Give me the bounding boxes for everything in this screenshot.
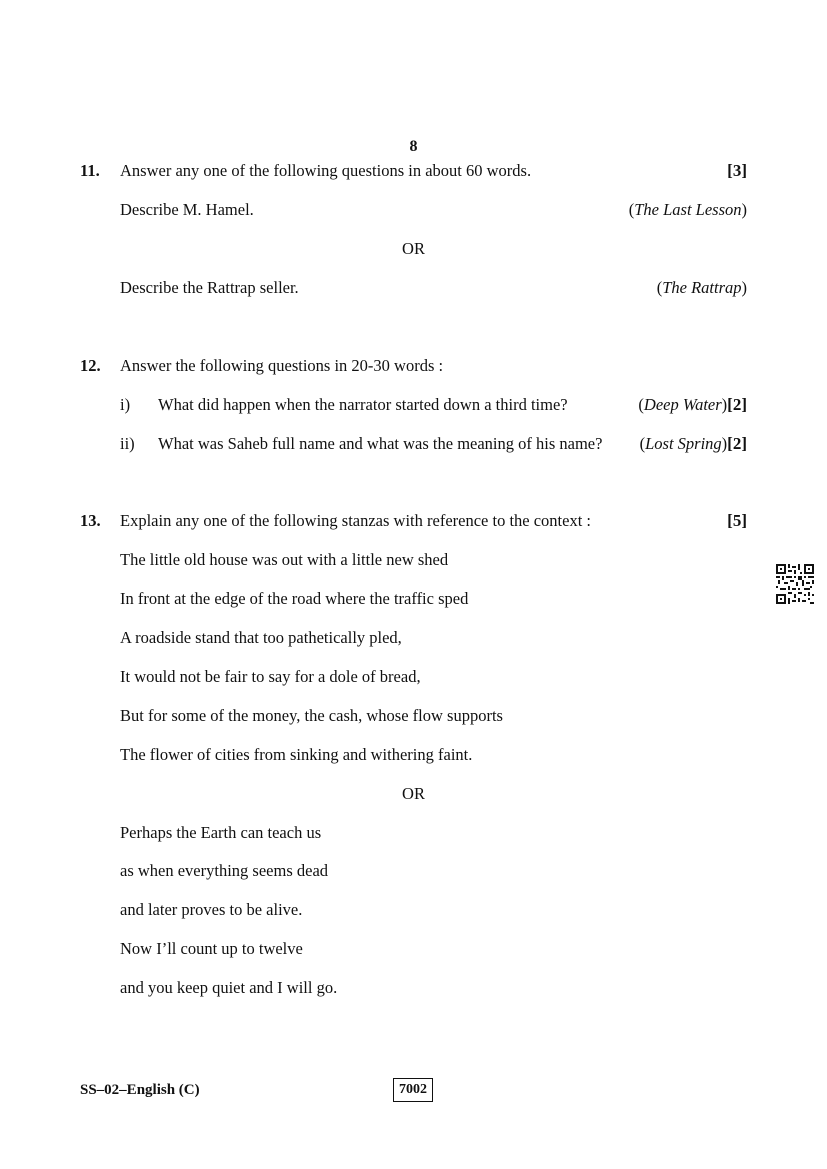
paper-code: SS–02–English (C) bbox=[80, 1082, 200, 1098]
stanza1-line: It would not be fair to say for a dole of bread, bbox=[120, 667, 421, 686]
stanza2-line: as when everything seems dead bbox=[120, 861, 329, 880]
q11-option2-source-title: The Rattrap bbox=[662, 278, 742, 297]
stanza1-line: The flower of cities from sinking and withering faint. bbox=[120, 745, 473, 764]
q12-item1-marks: [2] bbox=[727, 395, 747, 414]
page-number: 8 bbox=[409, 138, 418, 155]
q12-item2-label: ii) bbox=[120, 434, 135, 453]
stanza2-line: and you keep quiet and I will go. bbox=[120, 978, 338, 997]
q11-option2-text: Describe the Rattrap seller. bbox=[120, 278, 299, 297]
stanza2-line: Now I’ll count up to twelve bbox=[120, 939, 303, 958]
stanza1-line: The little old house was out with a little new shed bbox=[120, 550, 449, 569]
q12-item1-label: i) bbox=[120, 395, 131, 414]
q11-option1-source: (The Last Lesson) bbox=[628, 200, 747, 219]
q11-option1-source-title: The Last Lesson bbox=[634, 200, 742, 219]
q12-number: 12. bbox=[80, 356, 101, 375]
stanza1-line: In front at the edge of the road where the traffic sped bbox=[120, 589, 469, 608]
stanza1-line: A roadside stand that too pathetically pled, bbox=[120, 628, 402, 647]
q11-marks: [3] bbox=[727, 161, 747, 180]
stanza1-line: But for some of the money, the cash, whose flow supports bbox=[120, 706, 503, 725]
q11-option1-text: Describe M. Hamel. bbox=[120, 200, 254, 219]
q12-item1-text: What did happen when the narrator started down a third time? bbox=[158, 395, 568, 414]
q11-option2-source: (The Rattrap) bbox=[656, 278, 747, 297]
q11-or: OR bbox=[402, 239, 425, 258]
q11-number: 11. bbox=[80, 161, 100, 180]
q13-or: OR bbox=[402, 784, 425, 803]
q12-item1-source: (Deep Water)[2] bbox=[638, 395, 747, 414]
q12-item2-marks: [2] bbox=[727, 434, 747, 453]
q12-item2-source: (Lost Spring)[2] bbox=[639, 434, 747, 453]
qr-code-icon bbox=[776, 564, 814, 604]
booklet-code: 7002 bbox=[393, 1078, 433, 1102]
stanza2-line: and later proves to be alive. bbox=[120, 900, 303, 919]
q12-instruction: Answer the following questions in 20-30 words : bbox=[120, 356, 444, 375]
q13-instruction: Explain any one of the following stanzas with reference to the context : bbox=[120, 511, 592, 530]
q11-instruction: Answer any one of the following questions in about 60 words. bbox=[120, 161, 532, 180]
q12-item1-source-title: Deep Water bbox=[643, 395, 722, 414]
q13-number: 13. bbox=[80, 511, 101, 530]
stanza2-line: Perhaps the Earth can teach us bbox=[120, 823, 322, 842]
q12-item2-text: What was Saheb full name and what was the meaning of his name? bbox=[158, 434, 603, 453]
q13-marks: [5] bbox=[727, 511, 747, 530]
q12-item2-source-title: Lost Spring bbox=[645, 434, 722, 453]
